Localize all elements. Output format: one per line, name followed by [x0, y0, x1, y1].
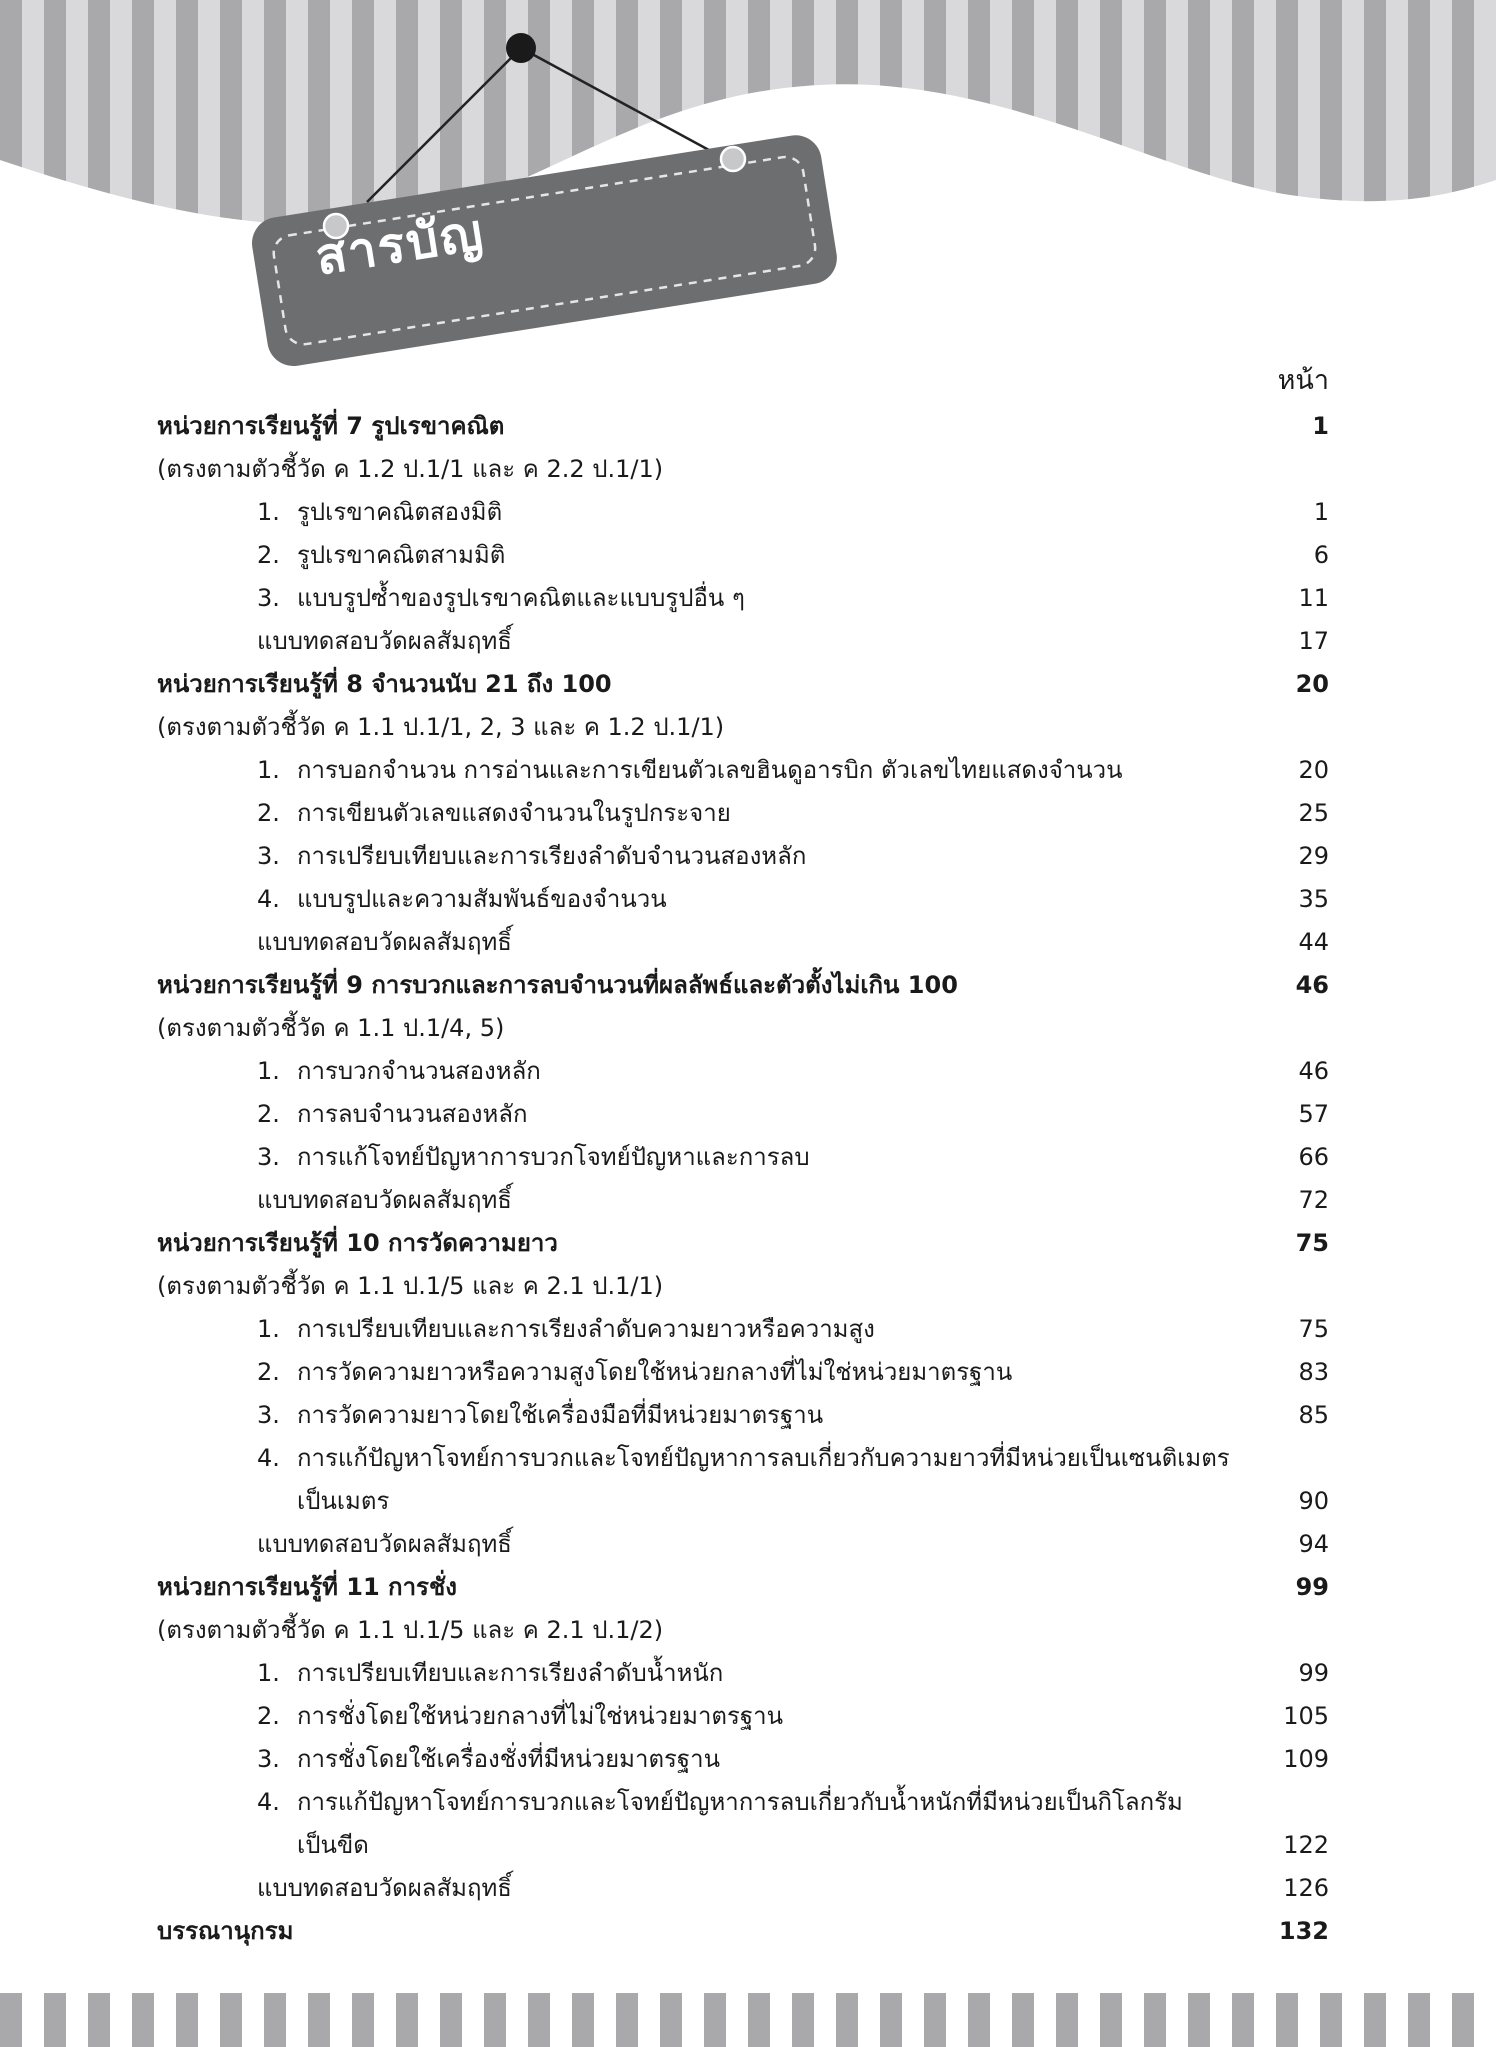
toc-item-title: การแก้ปัญหาโจทย์การบวกและโจทย์ปัญหาการลบเกี่ยวกับความยาวที่มีหน่วยเป็นเซนติเมตร [297, 1444, 1230, 1472]
toc-item-number: 3. [257, 584, 280, 612]
toc-note-title: (ตรงตามตัวชี้วัด ค 1.1 ป.1/1, 2, 3 และ ค 1.2 ป.1/1) [157, 713, 725, 741]
toc-note-row [157, 448, 1329, 491]
toc-page-number: 29 [1298, 842, 1329, 870]
toc-item-row [157, 1351, 1329, 1394]
toc-item-row [157, 1394, 1329, 1437]
toc-item-number: 4. [257, 1444, 280, 1472]
toc-page-number: 75 [1295, 1229, 1329, 1257]
toc-item-row [157, 1437, 1329, 1480]
toc-unit-row [157, 1566, 1329, 1609]
toc-test-title: แบบทดสอบวัดผลสัมฤทธิ์ [257, 1874, 512, 1902]
toc-note-title: (ตรงตามตัวชี้วัด ค 1.2 ป.1/1 และ ค 2.2 ป.1/1) [157, 455, 664, 483]
sign-ring-right-icon [721, 147, 745, 171]
toc-note-title: (ตรงตามตัวชี้วัด ค 1.1 ป.1/5 และ ค 2.1 ป.1/2) [157, 1616, 664, 1644]
toc-cont-title: เป็นเมตร [297, 1487, 390, 1515]
toc-item-row [157, 491, 1329, 534]
toc-item-number: 3. [257, 1401, 280, 1429]
toc-item-row [157, 792, 1329, 835]
toc-page-number: 17 [1298, 627, 1329, 655]
toc-page-number: 44 [1298, 928, 1329, 956]
toc-item-number: 4. [257, 1788, 280, 1816]
toc-page-number: 85 [1298, 1401, 1329, 1429]
toc-item-number: 1. [257, 756, 280, 784]
toc-cont-row [157, 1480, 1329, 1523]
toc-item-title: รูปเรขาคณิตสองมิติ [297, 498, 503, 526]
toc-page-number: 57 [1298, 1100, 1329, 1128]
toc-test-row [157, 921, 1329, 964]
toc-page-number: 11 [1298, 584, 1329, 612]
toc-item-number: 1. [257, 1659, 280, 1687]
toc-item-number: 3. [257, 842, 280, 870]
toc-page-number: 35 [1298, 885, 1329, 913]
toc-item-title: การวัดความยาวโดยใช้เครื่องมือที่มีหน่วยมาตรฐาน [297, 1401, 824, 1429]
page-column-label: หน้า [1277, 365, 1329, 396]
toc-cont-row [157, 1824, 1329, 1867]
toc-unit-title: หน่วยการเรียนรู้ที่ 9 การบวกและการลบจำนวนที่ผลลัพธ์และตัวตั้งไม่เกิน 100 [157, 971, 958, 999]
toc-item-title: การเปรียบเทียบและการเรียงลำดับน้ำหนัก [297, 1659, 724, 1687]
toc-test-row [157, 1867, 1329, 1910]
toc-unit-row [157, 405, 1329, 448]
toc-item-number: 3. [257, 1745, 280, 1773]
toc-item-row [157, 878, 1329, 921]
toc-item-row [157, 1093, 1329, 1136]
toc-note-row [157, 1609, 1329, 1652]
toc-note-title: (ตรงตามตัวชี้วัด ค 1.1 ป.1/5 และ ค 2.1 ป.1/1) [157, 1272, 664, 1300]
toc-page-number: 1 [1313, 498, 1329, 526]
toc-page-number: 20 [1298, 756, 1329, 784]
toc-test-row [157, 1179, 1329, 1222]
toc-page-number: 94 [1298, 1530, 1329, 1558]
toc-item-row [157, 577, 1329, 620]
toc-page-number: 6 [1313, 541, 1329, 569]
toc-item-title: การแก้ปัญหาโจทย์การบวกและโจทย์ปัญหาการลบเกี่ยวกับน้ำหนักที่มีหน่วยเป็นกิโลกรัม [297, 1788, 1183, 1816]
toc-item-number: 2. [257, 1358, 280, 1386]
toc-note-row [157, 1007, 1329, 1050]
toc-item-title: การบวกจำนวนสองหลัก [297, 1057, 541, 1085]
toc-item-row [157, 749, 1329, 792]
toc-item-title: รูปเรขาคณิตสามมิติ [297, 541, 506, 569]
toc-item-row [157, 1781, 1329, 1824]
toc-test-title: แบบทดสอบวัดผลสัมฤทธิ์ [257, 928, 512, 956]
toc-page-number: 90 [1298, 1487, 1329, 1515]
toc-item-title: การแก้โจทย์ปัญหาการบวกโจทย์ปัญหาและการลบ [297, 1143, 810, 1171]
toc-page-number: 25 [1298, 799, 1329, 827]
toc-item-title: การบอกจำนวน การอ่านและการเขียนตัวเลขฮินดูอารบิก ตัวเลขไทยแสดงจำนวน [297, 756, 1123, 784]
toc-item-title: การเปรียบเทียบและการเรียงลำดับความยาวหรือความสูง [297, 1315, 875, 1343]
nail-icon [506, 33, 536, 63]
toc-unit-row [157, 964, 1329, 1007]
toc-item-row [157, 835, 1329, 878]
toc-page-number: 83 [1298, 1358, 1329, 1386]
toc-unit-title: หน่วยการเรียนรู้ที่ 10 การวัดความยาว [157, 1229, 558, 1257]
toc-test-title: แบบทดสอบวัดผลสัมฤทธิ์ [257, 1530, 512, 1558]
toc-page-number: 109 [1283, 1745, 1329, 1773]
toc-page-number: 72 [1298, 1186, 1329, 1214]
toc-test-title: แบบทดสอบวัดผลสัมฤทธิ์ [257, 1186, 512, 1214]
toc-test-title: แบบทดสอบวัดผลสัมฤทธิ์ [257, 627, 512, 655]
toc-item-row [157, 1738, 1329, 1781]
toc-item-title: การเขียนตัวเลขแสดงจำนวนในรูปกระจาย [297, 799, 731, 827]
toc-page-number: 99 [1298, 1659, 1329, 1687]
toc-item-number: 2. [257, 1702, 280, 1730]
toc-item-number: 3. [257, 1143, 280, 1171]
toc-page-number: 75 [1298, 1315, 1329, 1343]
toc-unit-title: หน่วยการเรียนรู้ที่ 8 จำนวนนับ 21 ถึง 100 [157, 670, 612, 698]
toc-item-number: 4. [257, 885, 280, 913]
toc-item-number: 2. [257, 541, 280, 569]
toc-unit-row [157, 1910, 1329, 1953]
bottom-stripe-border [0, 1993, 1496, 2047]
toc-test-row [157, 620, 1329, 663]
toc-item-title: แบบรูปและความสัมพันธ์ของจำนวน [297, 885, 667, 913]
toc-item-row [157, 1050, 1329, 1093]
toc-item-title: แบบรูปซ้ำของรูปเรขาคณิตและแบบรูปอื่น ๆ [297, 584, 745, 612]
table-of-contents [157, 405, 1329, 1953]
toc-unit-row [157, 1222, 1329, 1265]
toc-item-row [157, 1695, 1329, 1738]
toc-item-number: 2. [257, 799, 280, 827]
toc-item-title: การวัดความยาวหรือความสูงโดยใช้หน่วยกลางที่ไม่ใช่หน่วยมาตรฐาน [297, 1358, 1013, 1386]
toc-page-number: 20 [1295, 670, 1329, 698]
toc-page-number: 126 [1283, 1874, 1329, 1902]
toc-page-number: 46 [1298, 1057, 1329, 1085]
toc-item-number: 1. [257, 1057, 280, 1085]
hanging-sign [0, 0, 1496, 380]
toc-note-row [157, 1265, 1329, 1308]
page-title: สารบัญ [311, 202, 489, 287]
toc-unit-title: หน่วยการเรียนรู้ที่ 11 การชั่ง [157, 1573, 457, 1601]
toc-test-row [157, 1523, 1329, 1566]
toc-item-row [157, 1308, 1329, 1351]
toc-unit-title: บรรณานุกรม [157, 1917, 294, 1945]
toc-note-title: (ตรงตามตัวชี้วัด ค 1.1 ป.1/4, 5) [157, 1014, 505, 1042]
toc-page-number: 122 [1283, 1831, 1329, 1859]
toc-item-row [157, 1652, 1329, 1695]
toc-page-number: 105 [1283, 1702, 1329, 1730]
toc-page-number: 66 [1298, 1143, 1329, 1171]
toc-item-title: การเปรียบเทียบและการเรียงลำดับจำนวนสองหลัก [297, 842, 807, 870]
toc-page-number: 132 [1278, 1917, 1329, 1945]
toc-item-title: การชั่งโดยใช้หน่วยกลางที่ไม่ใช่หน่วยมาตรฐาน [297, 1702, 784, 1730]
toc-item-number: 1. [257, 1315, 280, 1343]
toc-item-number: 2. [257, 1100, 280, 1128]
toc-page-number: 1 [1312, 412, 1329, 440]
toc-item-row [157, 534, 1329, 577]
toc-item-row [157, 1136, 1329, 1179]
toc-page-number: 46 [1295, 971, 1329, 999]
toc-cont-title: เป็นขีด [297, 1831, 369, 1859]
toc-unit-row [157, 663, 1329, 706]
toc-unit-title: หน่วยการเรียนรู้ที่ 7 รูปเรขาคณิต [157, 412, 505, 440]
toc-item-title: การชั่งโดยใช้เครื่องชั่งที่มีหน่วยมาตรฐาน [297, 1745, 721, 1773]
toc-item-title: การลบจำนวนสองหลัก [297, 1100, 528, 1128]
toc-note-row [157, 706, 1329, 749]
toc-page-number: 99 [1295, 1573, 1329, 1601]
toc-item-number: 1. [257, 498, 280, 526]
